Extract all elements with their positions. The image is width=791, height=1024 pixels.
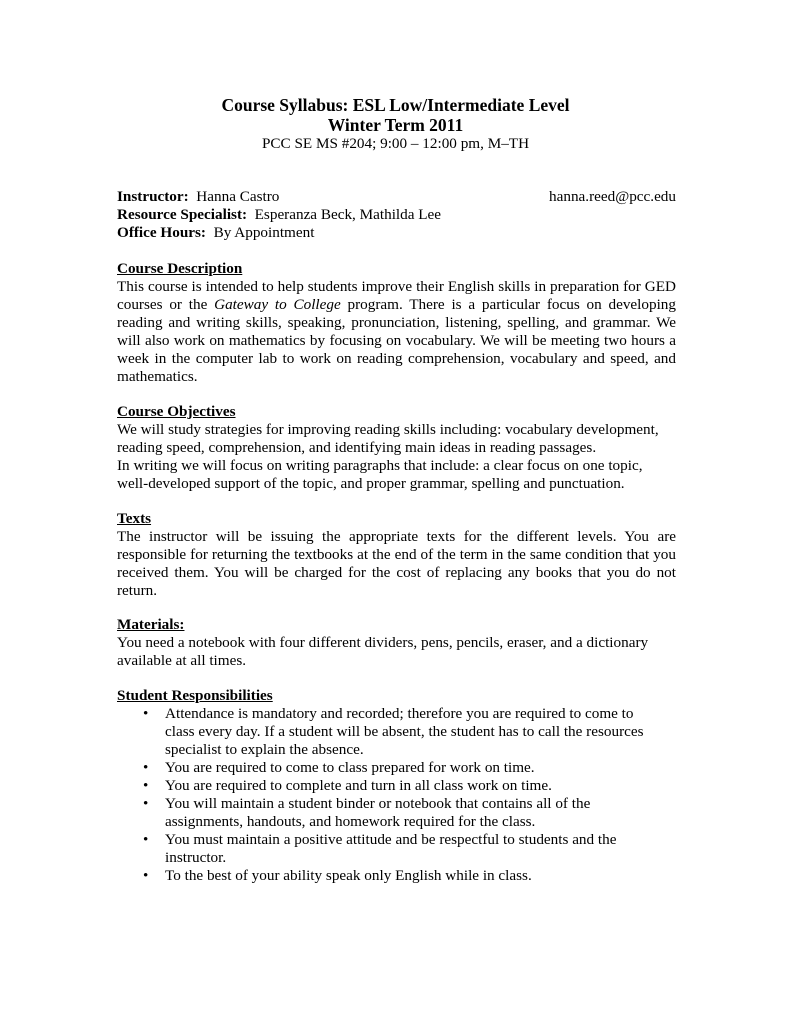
- term-title: Winter Term 2011: [327, 115, 464, 135]
- resource-names: Esperanza Beck, Mathilda Lee: [254, 206, 442, 223]
- list-item-text: You must maintain a positive attitude and be respectful to students and the instructor.: [165, 831, 617, 866]
- page-title: Course Syllabus: ESL Low/Intermediate Level: [221, 95, 570, 115]
- list-item-text: You will maintain a student binder or notebook that contains all of the assignments, handouts, and homework required for the class.: [165, 795, 591, 830]
- instructor-name: Hanna Castro: [196, 188, 280, 205]
- objectives-reading: We will study strategies for improving reading skills including: vocabulary development, reading speed, comprehension, and identifying main ideas in reading passages.: [117, 421, 659, 456]
- list-item: [117, 867, 657, 885]
- list-item-text: You are required to complete and turn in all class work on time.: [165, 777, 552, 794]
- objectives-writing: In writing we will focus on writing paragraphs that include: a clear focus on one topic, well-developed support of the topic, and proper grammar, spelling and punctuation.: [117, 457, 643, 492]
- gateway-program-name: Gateway to College: [214, 296, 341, 313]
- materials-section: [117, 616, 676, 670]
- description-text-b: program. There is a particular focus on developing reading and writing skills, speaking, pronunciation, listening, spelling, and grammar. We will also work on mathematics by focusing on vocabulary. We will be meeting two hours a week in the computer lab to work on reading comprehension, vocabulary and speed, and mathematics.: [117, 296, 676, 385]
- bullet-icon: •: [143, 795, 149, 812]
- list-item: [117, 795, 657, 831]
- instructor-info: [117, 188, 676, 242]
- list-item: [117, 777, 657, 795]
- list-item: [117, 759, 657, 777]
- list-item-text: Attendance is mandatory and recorded; therefore you are required to come to class every day. If a student will be absent, the student has to call the resources specialist to explain the absence.: [165, 705, 644, 758]
- section-heading: Course Objectives: [117, 403, 236, 420]
- texts-text: The instructor will be issuing the appropriate texts for the different levels. You are responsible for returning the textbooks at the end of the term in the same condition that you received them. You will be charged for the cost of replacing any books that you do not return.: [117, 528, 676, 599]
- description-text-a: This course is intended to help students improve their English skills in preparation for GED courses or the: [117, 278, 676, 313]
- list-item-text: To the best of your ability speak only English while in class.: [165, 867, 532, 884]
- course-objectives-section: [117, 403, 676, 493]
- instructor-email: hanna.reed@pcc.edu: [549, 188, 676, 205]
- responsibilities-section: [117, 687, 657, 885]
- bullet-icon: •: [143, 759, 149, 776]
- course-description-section: [117, 260, 676, 386]
- list-item-text: You are required to come to class prepared for work on time.: [165, 759, 535, 776]
- texts-section: [117, 510, 676, 600]
- list-item: [117, 705, 657, 759]
- responsibilities-list: [117, 705, 657, 885]
- list-item: [117, 831, 657, 867]
- section-heading: Student Responsibilities: [117, 687, 273, 704]
- materials-text: You need a notebook with four different dividers, pens, pencils, eraser, and a dictionary available at all times.: [117, 634, 649, 669]
- bullet-icon: •: [143, 705, 149, 722]
- description-text: [117, 278, 676, 386]
- resource-label: Resource Specialist:: [117, 206, 248, 223]
- bullet-icon: •: [143, 831, 149, 848]
- section-heading: Course Description: [117, 260, 243, 277]
- bullet-icon: •: [143, 867, 149, 884]
- hours-label: Office Hours:: [117, 224, 206, 241]
- office-hours: By Appointment: [213, 224, 315, 241]
- class-location: PCC SE MS #204; 9:00 – 12:00 pm, M–TH: [261, 135, 530, 152]
- section-heading: Materials:: [117, 616, 185, 633]
- instructor-label: Instructor:: [117, 188, 189, 205]
- section-heading: Texts: [117, 510, 152, 527]
- bullet-icon: •: [143, 777, 149, 794]
